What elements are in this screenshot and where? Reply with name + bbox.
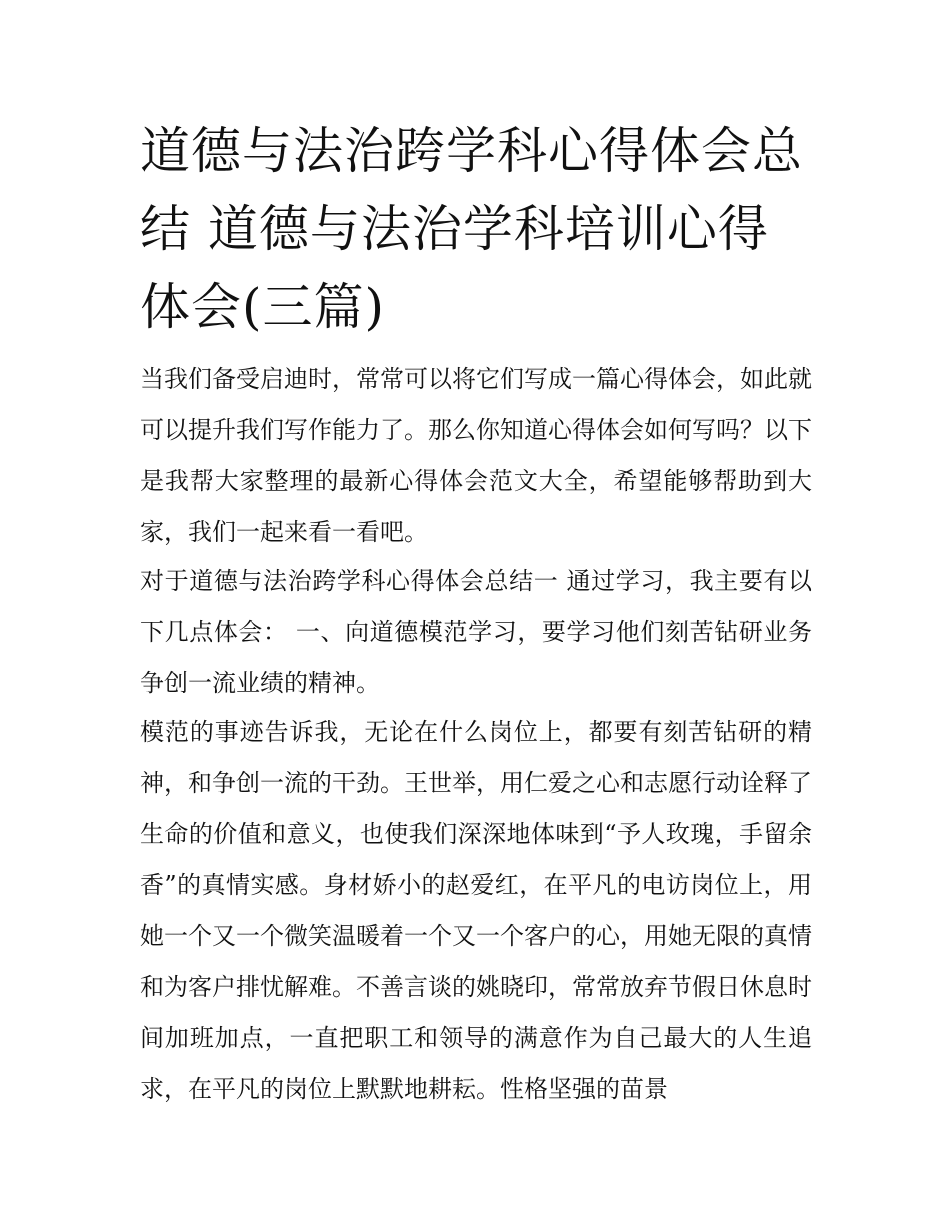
document-title: 道德与法治跨学科心得体会总结 道德与法治学科培训心得体会(三篇) — [140, 122, 803, 336]
document-page — [140, 112, 812, 1113]
paragraph-intro: 当我们备受启迪时，常常可以将它们写成一篇心得体会，如此就可以提升我们写作能力了。那么你知道心得体会如何写吗？以下是我帮大家整理的最新心得体会范文大全，希望能够帮助到大家，我们一起来看一看吧。 — [140, 365, 812, 546]
paragraph-section-one: 对于道德与法治跨学科心得体会总结一 通过学习，我主要有以下几点体会： 一、向道德模范学习，要学习他们刻苦钻研业务争创一流业绩的精神。 — [140, 567, 812, 697]
paragraph-models: 模范的事迹告诉我，无论在什么岗位上，都要有刻苦钻研的精神，和争创一流的干劲。王世举，用仁爱之心和志愿行动诠释了生命的价值和意义，也使我们深深地体味到“予人玫瑰，手留余香”的真情实感。身材娇小的赵爱红，在平凡的电访岗位上，用她一个又一个微笑温暖着一个又一个客户的心，用她无限的真情和为客户排忧解难。不善言谈的姚晓印，常常放弃节假日休息时间加班加点，一直把职工和领导的满意作为自己最大的人生追求，在平凡的岗位上默默地耕耘。性格坚强的苗景 — [140, 718, 812, 1103]
